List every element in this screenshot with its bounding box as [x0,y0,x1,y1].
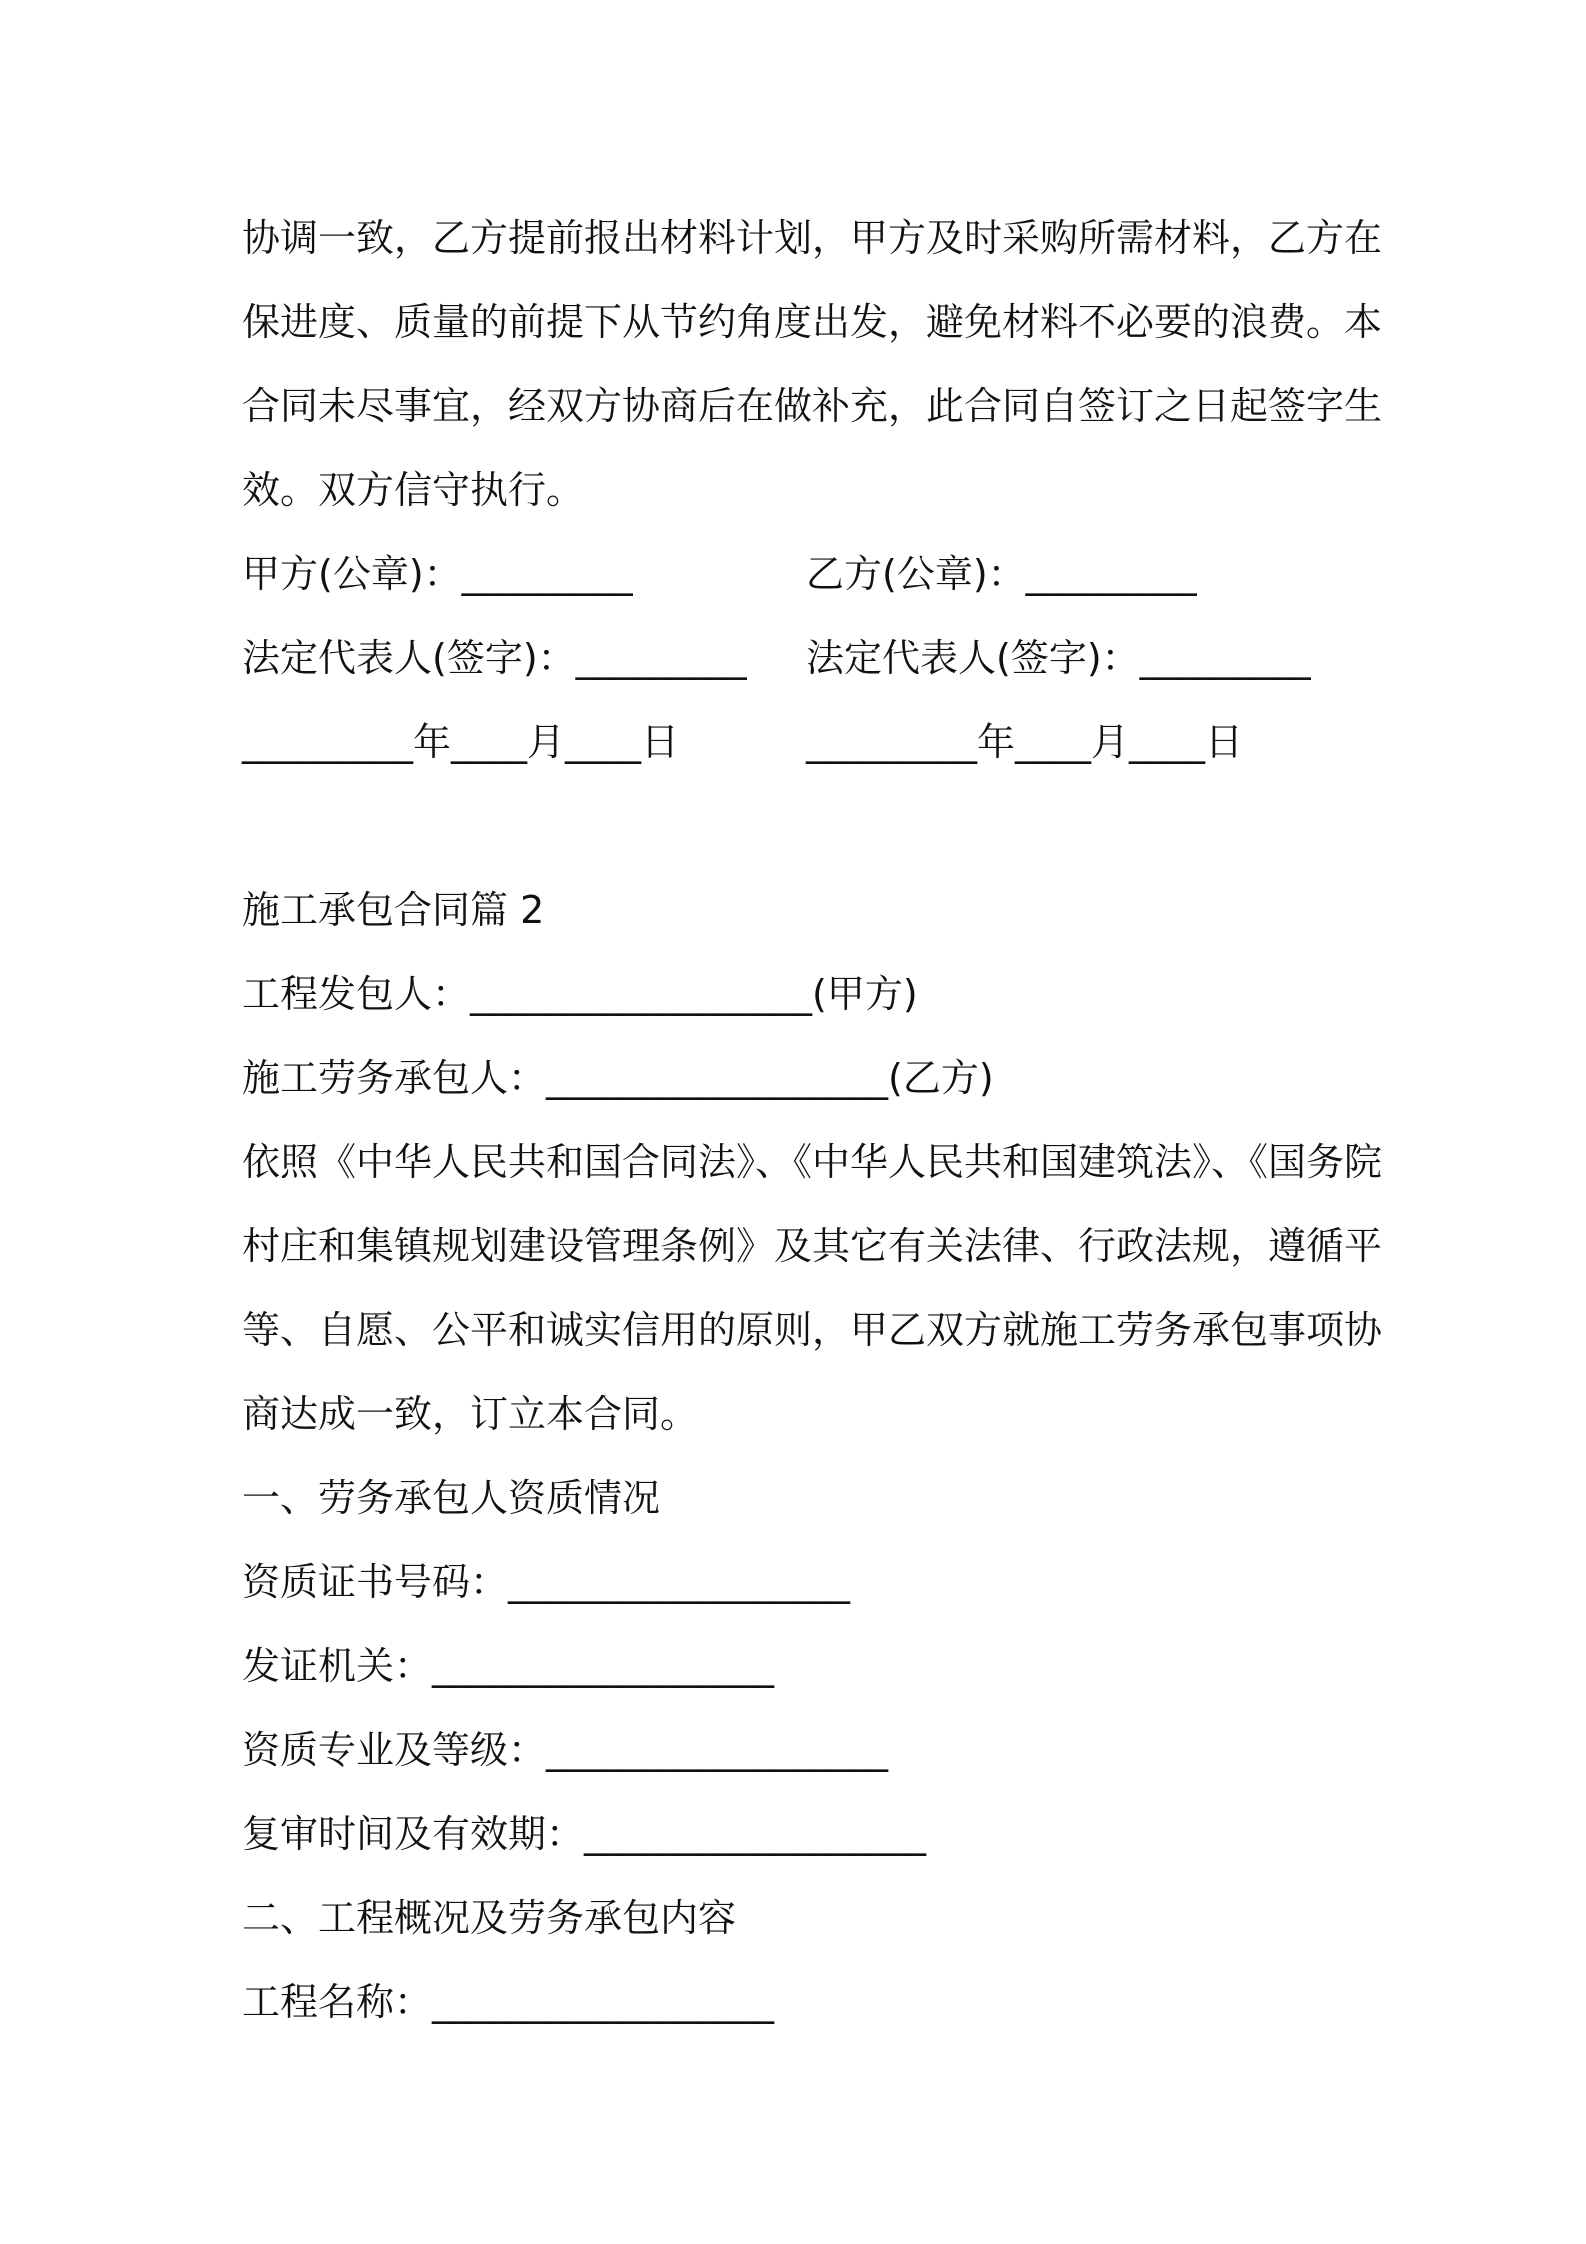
party-a-seal-field: 甲方(公章)：_________ [242,552,633,596]
contractor-field: 施工劳务承包人：__________________(乙方) [242,1056,994,1100]
preamble-line: 等、自愿、公平和诚实信用的原则，甲乙双方就施工劳务承包事项协 [242,1308,1383,1352]
party-a-rep-field: 法定代表人(签字)：_________ [242,636,747,680]
project-name-field: 工程名称：__________________ [242,1980,775,2024]
preamble-paragraph [242,1120,1383,1456]
signature-date-row [242,700,1362,784]
cert-number-field: 资质证书号码：__________________ [242,1560,851,1604]
section-title: 施工承包合同篇 2 [242,888,545,932]
party-a-date-field: _________年____月____日 [242,720,680,764]
issuing-authority-field: 发证机关：__________________ [242,1644,775,1688]
heading-qualification: 一、劳务承包人资质情况 [242,1476,661,1520]
document-body [242,196,1383,2044]
signature-seal-row [242,532,1362,616]
party-b-rep-field: 法定代表人(签字)：_________ [806,636,1311,680]
intro-paragraph [242,196,1383,532]
intro-line: 保进度、质量的前提下从节约角度出发，避免材料不必要的浪费。本 [242,300,1383,344]
party-b-date-field: _________年____月____日 [806,720,1244,764]
preamble-line: 村庄和集镇规划建设管理条例》及其它有关法律、行政法规，遵循平 [242,1224,1383,1268]
preamble-line: 依照《中华人民共和国合同法》、《中华人民共和国建筑法》、《国务院 [242,1140,1383,1184]
review-validity-field: 复审时间及有效期：__________________ [242,1812,927,1856]
employer-field: 工程发包人：__________________(甲方) [242,972,918,1016]
intro-line: 协调一致，乙方提前报出材料计划，甲方及时采购所需材料，乙方在 [242,216,1383,260]
intro-line: 合同未尽事宜，经双方协商后在做补充，此合同自签订之日起签字生 [242,384,1383,428]
specialty-grade-field: 资质专业及等级：__________________ [242,1728,889,1772]
intro-line: 效。双方信守执行。 [242,468,585,512]
preamble-line: 商达成一致，订立本合同。 [242,1392,699,1436]
section-gap [242,784,1362,868]
signature-rep-row [242,616,1362,700]
party-b-seal-field: 乙方(公章)：_________ [806,552,1197,596]
heading-project-overview: 二、工程概况及劳务承包内容 [242,1896,737,1940]
